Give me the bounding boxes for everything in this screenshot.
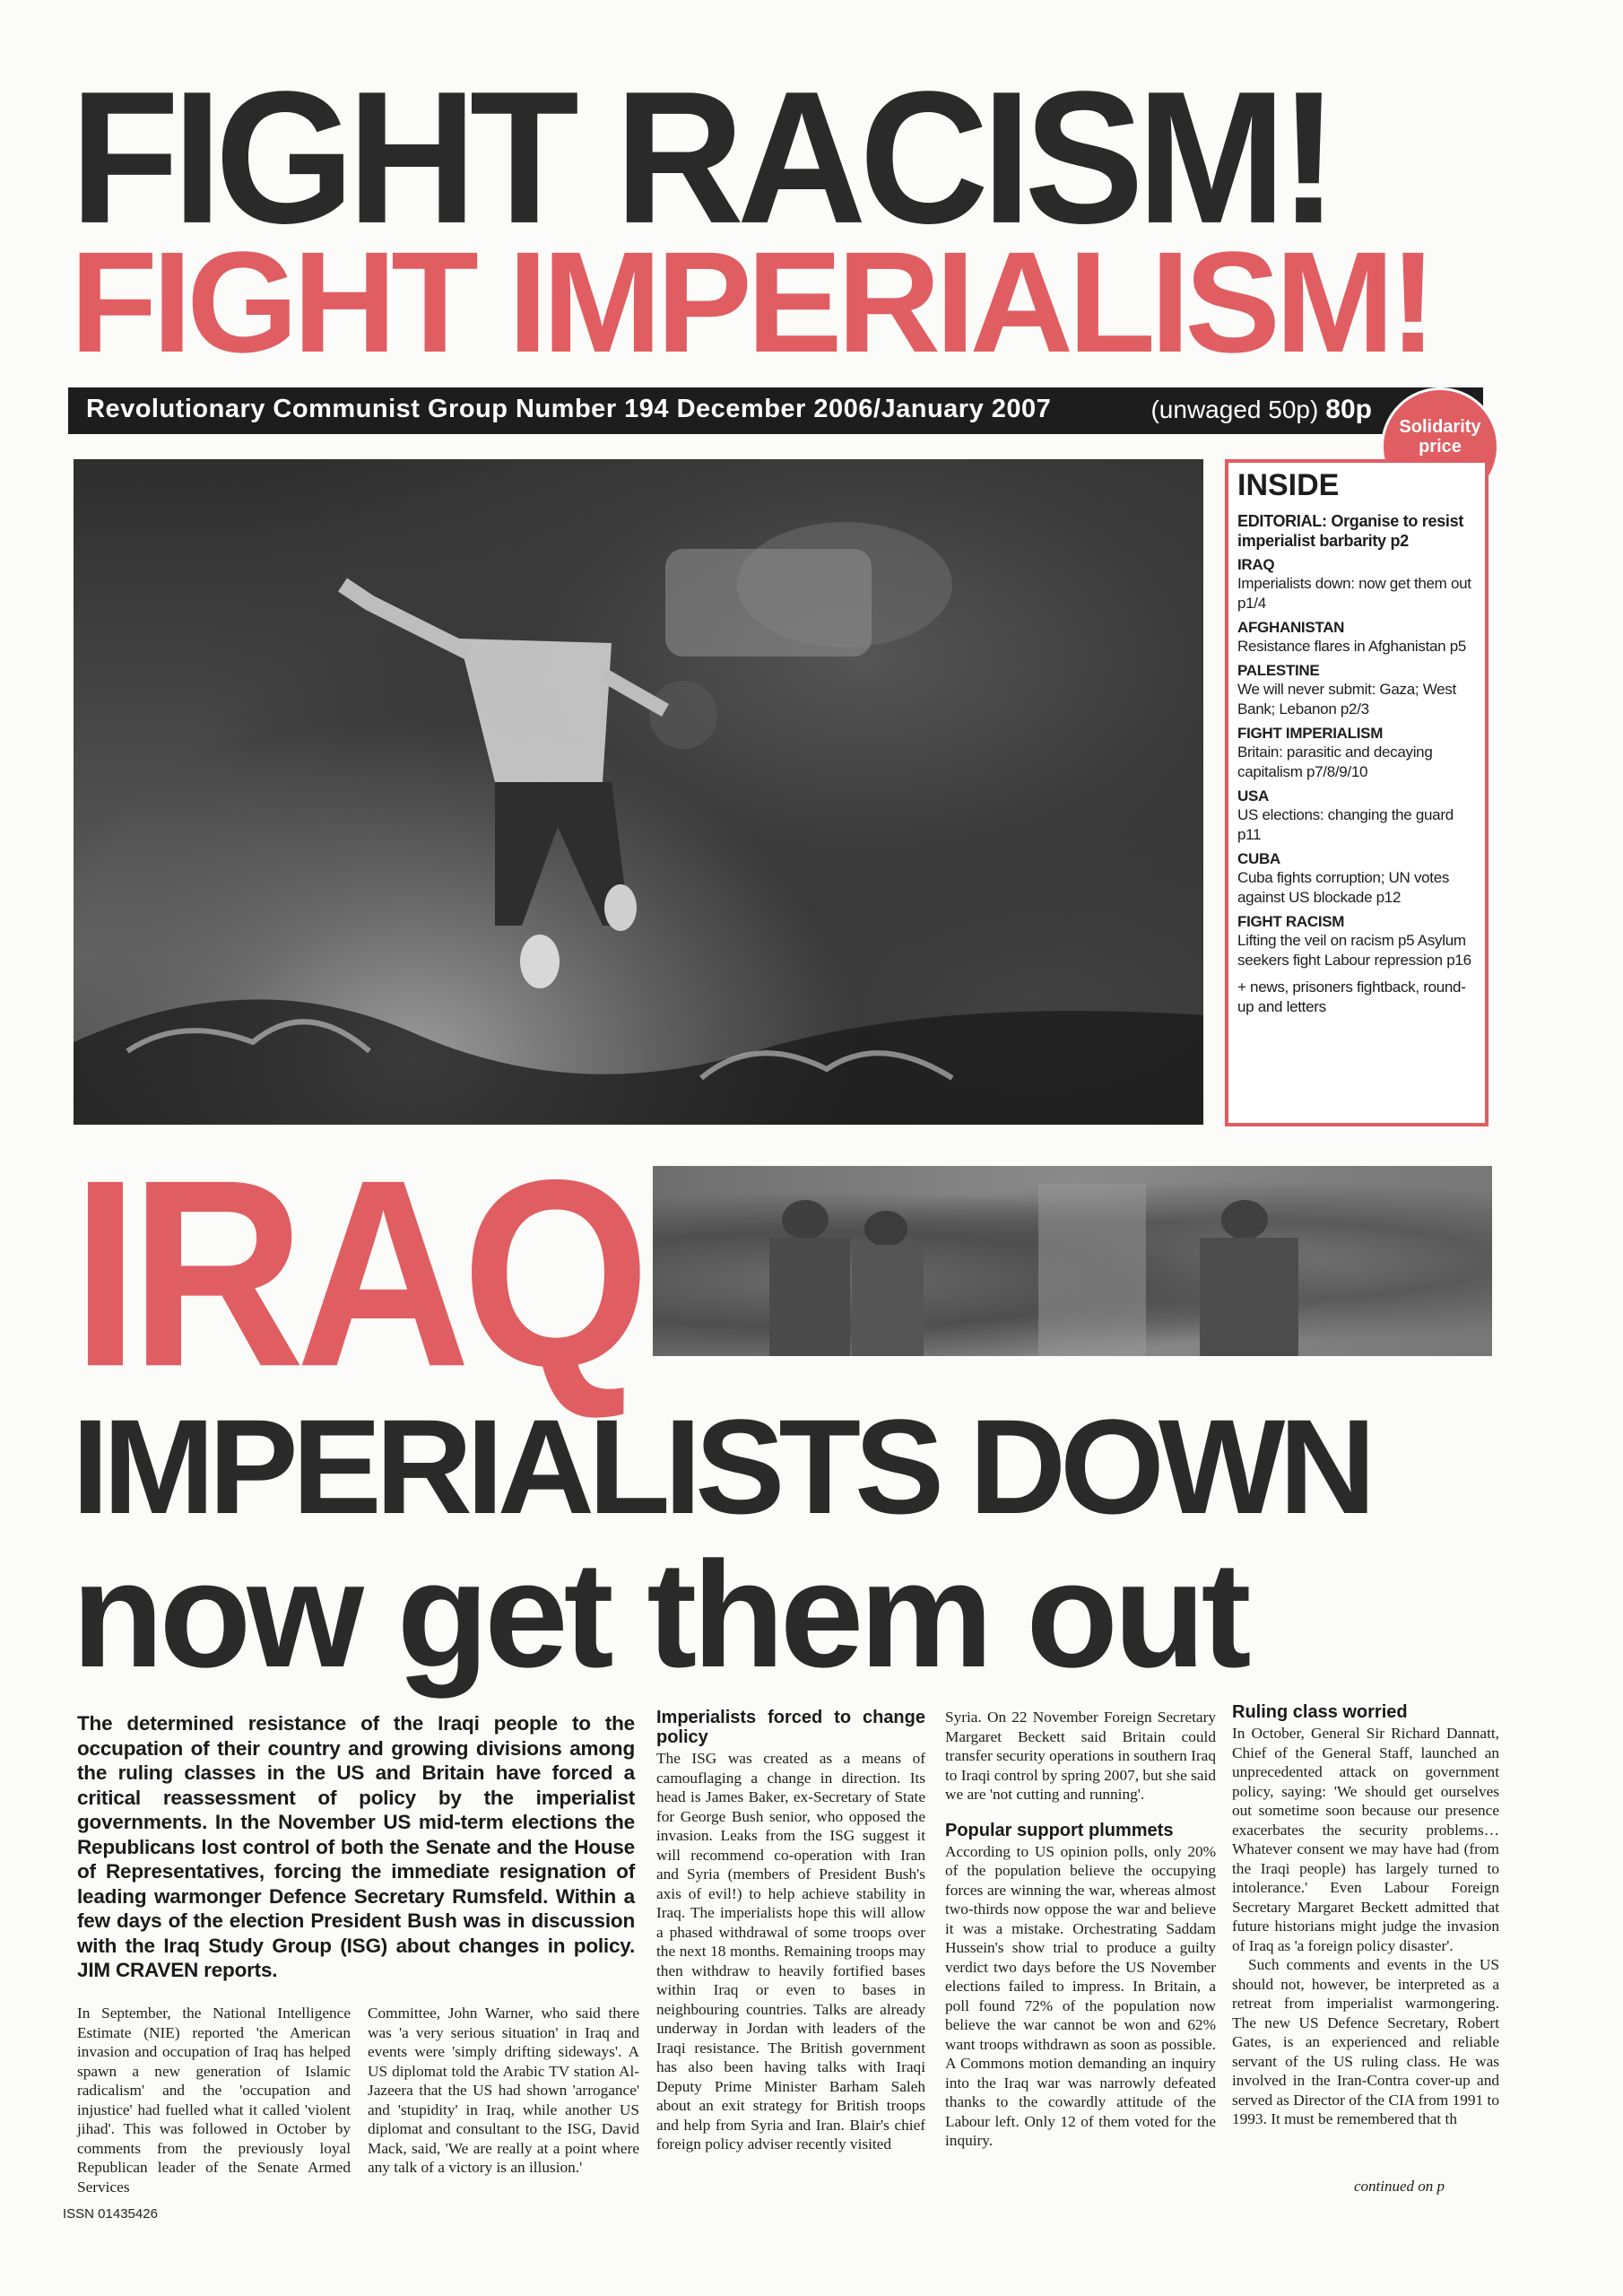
subheading-ruling-class: Ruling class worried (1232, 1702, 1408, 1722)
badge-line-1: Solidarity (1399, 417, 1481, 437)
inside-section-text: US elections: changing the guard p11 (1237, 806, 1454, 843)
inside-editorial (1237, 511, 1478, 551)
soldiers-photo (653, 1166, 1492, 1356)
inside-list (1237, 511, 1478, 1017)
inside-section-head: AFGHANISTAN (1237, 619, 1345, 636)
inside-footer: + news, prisoners fightback, round-up and letters (1237, 978, 1466, 1015)
inside-section-head: FIGHT RACISM (1237, 913, 1345, 930)
headline-line-1: IMPERIALISTS DOWN (72, 1391, 1370, 1542)
inside-section-text: Imperialists down: now get them out p1/4 (1237, 575, 1471, 612)
continued-note: continued on p (1354, 2178, 1445, 2195)
article-column-2: Committee, John Warner, who said there was 'a very serious situation' in Iraq and events were 'simply drifting sideways'. A US diplomat told the Arabic TV station Al-Jazeera that the US had shown 'arrogance' and 'stupidity' in Iraq, while another US diplomat and consultant to the ISG, David Mack, said, 'We are really at a point where any talk of a victory is an illusion.' (368, 2005, 639, 2176)
subheading-support: Popular support plummets (945, 1820, 1174, 1840)
article-column-4 (945, 1708, 1216, 2151)
inside-section-text: Resistance flares in Afghanistan p5 (1237, 638, 1467, 655)
issue-info: Revolutionary Communist Group Number 194 December 2006/January 2007 (86, 395, 1052, 423)
article-column-1: In September, the National Intelligence Estimate (NIE) reported 'the American invasion and occupation of Iraq has helped spawn a new generation of Islamic radicalism' and the 'occupation and injustice' had fuelled what it called 'violent jihad'. This was followed in October by comments from the previously loyal Republican leader of the Senate Armed Services (77, 2005, 351, 2196)
inside-section-head: FIGHT IMPERIALISM (1237, 725, 1384, 742)
masthead-line-1: FIGHT RACISM! (70, 52, 1332, 264)
headline-line-2: now get them out (72, 1530, 1247, 1699)
protest-photo (74, 459, 1203, 1125)
article-column-5 (1232, 1702, 1499, 2129)
editorial-text: Organise to resist imperialist barbarity p2 (1237, 512, 1464, 550)
inside-section-text: Lifting the veil on racism p5 Asylum seekers fight Labour repression p16 (1237, 932, 1471, 969)
badge-line-2: price (1419, 437, 1462, 457)
inside-section-text: Britain: parasitic and decaying capitalism p7/8/9/10 (1237, 744, 1433, 780)
masthead-line-2: FIGHT IMPERIALISM! (70, 222, 1432, 382)
editorial-label: EDITORIAL: (1237, 512, 1327, 530)
inside-section-head: IRAQ (1237, 556, 1275, 573)
subheading-policy: Imperialists forced to change policy (656, 1708, 925, 1747)
headline-kicker: IRAQ (72, 1125, 641, 1422)
column-5-text-a: In October, General Sir Richard Dannatt, Chief of the General Staff, launched an unprecedented attack on government policy, saying: 'We should get ourselves out sometime soon because our presence exacerbates the security problems…Whatever consent we may have had (from the Iraqi people) has largely turned to intolerance.' Even Labour Foreign Secretary Margaret Beckett admitted that future historians might judge the invasion of Iraq as 'a foreign policy disaster'. (1232, 1725, 1499, 1954)
inside-contents-box (1225, 459, 1488, 1126)
inside-section-head: PALESTINE (1237, 662, 1320, 679)
price-info (1150, 395, 1372, 425)
issn: ISSN 01435426 (63, 2206, 158, 2222)
inside-section-text: We will never submit: Gaza; West Bank; Lebanon p2/3 (1237, 681, 1456, 718)
article-lead: The determined resistance of the Iraqi people to the occupation of their country and growing divisions among the ruling classes in the US and Britain have forced a critical reassessment of policy by the imperialist governments. In the November US mid-term elections the Republicans lost control of both the Senate and the House of Representatives, forcing the immediate resignation of leading warmonger Defence Secretary Rumsfeld. Within a few days of the election President Bush was in discussion with the Iraq Study Group (ISG) about changes in policy. JIM CRAVEN reports. (77, 1712, 635, 1981)
article-column-3 (656, 1708, 925, 2154)
column-4-text-a: Syria. On 22 November Foreign Secretary Margaret Beckett said Britain could transfer security operations in southern Iraq to Iraqi control by spring 2007, but she said we are 'not cutting and running'. (945, 1709, 1216, 1803)
masthead-info-bar (68, 387, 1483, 434)
inside-section-head: USA (1237, 787, 1269, 804)
column-5-text-b: Such comments and events in the US should not, however, be interpreted as a retreat from imperialist warmongering. The new US Defence Secretary, Robert Gates, is an experienced and reliable servant of the US ruling class. He was involved in the Iran-Contra cover-up and served as Director of the CIA from 1991 to 1993. It must be remembered that th (1232, 1956, 1499, 2127)
inside-section-head: CUBA (1237, 850, 1280, 867)
price: 80p (1325, 395, 1372, 424)
column-4-text-b: According to US opinion polls, only 20% of the population believe the occupying forces are winning the war, whereas almost two-thirds now oppose the war and believe it was a mistake. Orchestrating Saddam Hussein's show trial to produce a guilty verdict two days before the US November elections failed to impress. In Britain, a poll found 72% of the population now believe the war cannot be won and 62% want troops withdrawn as soon as possible. A Commons motion demanding an inquiry into the Iraq war was narrowly defeated thanks to the cowardly attitude of the Labour left. Only 12 of them voted for the inquiry. (945, 1842, 1216, 2149)
inside-section-text: Cuba fights corruption; UN votes against US blockade p12 (1237, 869, 1450, 906)
inside-title: INSIDE (1237, 468, 1340, 502)
column-3-text: The ISG was created as a means of camouflaging a change in direction. Its head is James Baker, ex-Secretary of State for George Bush senior, who opposed the invasion. Leaks from the ISG suggest it will recommend co-operation with Iran and Syria (members of President Bush's axis of evil!) to help achieve stability in Iraq. The imperialists hope this will allow a phased withdrawal of some troops over the next 18 months. Remaining troops may then withdraw to heavily fortified bases within Iraq or even to bases in neighbouring countries. Talks are already underway in Jordan with leaders of the Iraqi resistance. The British government has also been having talks with Iraqi Deputy Prime Minister Barham Saleh about an exit strategy for British troops and help from Syria and Iran. Blair's chief foreign policy adviser recently visited (656, 1750, 925, 2152)
price-unwaged: (unwaged 50p) (1150, 396, 1319, 423)
